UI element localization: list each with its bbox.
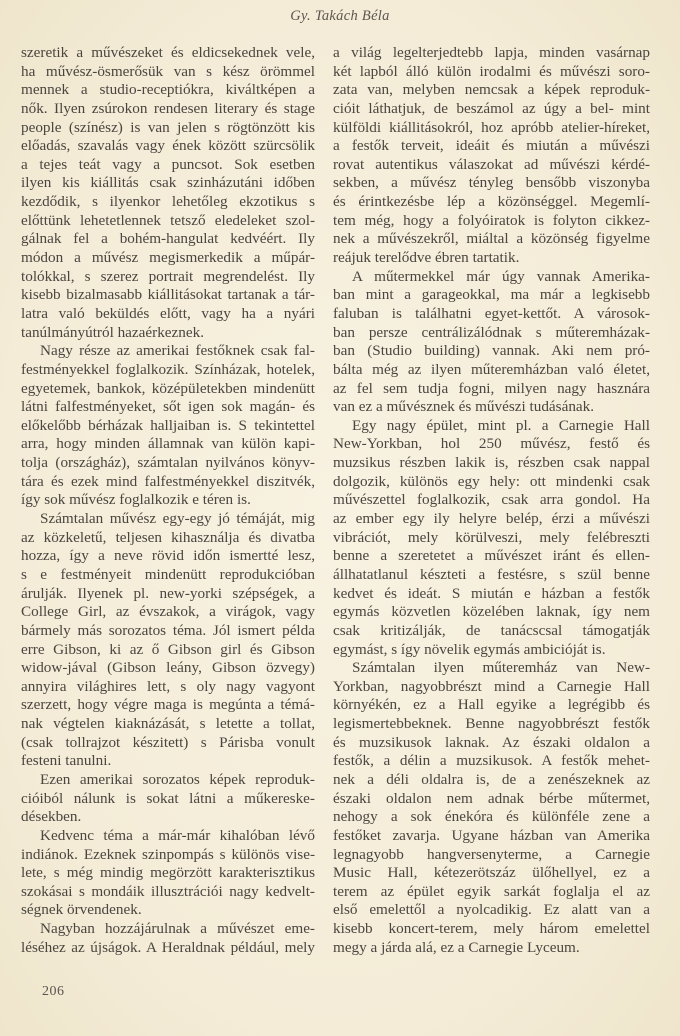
text-line: állhatatlanul készteti a festésre, s szül benne bbox=[333, 565, 650, 583]
text-line: latra való beküldés előtt, vagy ha a nyári bbox=[21, 304, 315, 322]
text-line: látni falfestményeket, sőt igen sok magán- és bbox=[21, 398, 315, 416]
text-line: első emelettől a nyolcadikig. Ez alatt van a bbox=[333, 901, 650, 919]
text-line: előttünk lehetetlennek tetsző eledeleket szol- bbox=[21, 211, 315, 229]
text-line: ilyen kis kiállitás csak szinházutáni időben bbox=[21, 174, 315, 192]
text-line: lete, s még mindig megörzött karakterisztikus bbox=[21, 864, 315, 882]
text-line: Egy nagy épület, mint pl. a Carnegie Hall bbox=[352, 416, 650, 434]
text-line: désekben. bbox=[21, 808, 82, 826]
text-line: legnagyobb hangversenyterme, a Carnegie bbox=[333, 845, 650, 863]
text-line: ban (Studio building) vannak. Aki nem pró- bbox=[333, 342, 650, 360]
text-line: vibrációt, mely körülveszi, mely felébreszti bbox=[333, 528, 650, 546]
running-head: Gy. Takách Béla bbox=[290, 8, 390, 24]
text-line: legismertebbeknek. Benne nagyobbrészt festők bbox=[333, 715, 650, 733]
text-line: reájuk terelődve ébren tartatik. bbox=[333, 249, 520, 267]
text-line: hozza, így a neve rövid időn ismertté lesz, bbox=[21, 547, 315, 565]
text-line: Számtalan ilyen műteremház van New- bbox=[352, 659, 650, 677]
text-line: cióiból nálunk is sokat látni a műkereske- bbox=[21, 789, 315, 807]
text-line: erre Gibson, ki az ő Gibson girl és Gibson bbox=[21, 640, 315, 658]
text-line: benne a szeretetet a művészet iránt és ellen- bbox=[333, 547, 650, 565]
text-line: zata van, melyben nemcsak a képek reproduk- bbox=[333, 81, 650, 99]
text-line: ha művész-ösmerősük van s kész örömmel bbox=[21, 62, 315, 80]
text-line: van ez a művésznek és művészi tudásának. bbox=[333, 398, 595, 416]
text-line: dolgozik, különös egy hely: ott mindenki csak bbox=[333, 472, 650, 490]
text-line: tolókkal, s szerez portrait megrendelést. Ily bbox=[21, 267, 315, 285]
text-line: nak végtelen kiaknázását, s letette a tollat, bbox=[21, 715, 315, 733]
text-line: nek a déli oldalra is, de a zenészeknek az bbox=[333, 770, 650, 788]
text-line: az fel sem tudja fogni, milyen nagy hasznára bbox=[333, 379, 650, 397]
text-line: tára és ezek mind falfestményekkel diszitvék, bbox=[21, 472, 315, 490]
text-line: indiánok. Ezeknek szinpompás s különös vise- bbox=[21, 845, 315, 863]
text-line: nehogy a sok énekóra és különféle zene a bbox=[333, 808, 650, 826]
text-line: szerzett, hogy végre maga is megúnta a témá- bbox=[21, 696, 315, 714]
text-line: bármely más sorozatos téma. Jól ismert példa bbox=[21, 621, 315, 639]
text-line: Ezen amerikai sorozatos képek reproduk- bbox=[40, 770, 315, 788]
text-line: előkelőbb bérházak halljaiban is. S tekintettel bbox=[21, 416, 315, 434]
text-line: a tejes teát vagy a puncsot. Sok esetben bbox=[21, 155, 315, 173]
text-line: festőket zavarja. Ugyane házban van Amerika bbox=[333, 826, 650, 844]
text-line: és érintkezésbe lép a közönséggel. Megemlí- bbox=[333, 193, 650, 211]
text-line: muzsikus részben lakik is, részben csak nappal bbox=[333, 454, 650, 472]
text-line: nők. Ilyen zsúrokon rendesen literary és stage bbox=[21, 99, 315, 117]
left-text-column bbox=[21, 44, 315, 957]
text-line: A műtermekkel már úgy vannak Amerika- bbox=[352, 267, 650, 285]
text-line: Yorkban, nagyobbrészt mind a Carnegie Hall bbox=[333, 677, 650, 695]
text-line: Kedvenc téma a már-már kihalóban lévő bbox=[40, 826, 315, 844]
text-line: College Girl, az évszakok, a virágok, vagy bbox=[21, 603, 315, 621]
text-line: faluban is találhatni egyet-kettőt. A városok- bbox=[333, 304, 650, 322]
text-line: művészettel foglalkozik, csak arra gondol. Ha bbox=[333, 491, 650, 509]
text-line: északi oldalon nem adnak bérbe műtermet, bbox=[333, 789, 650, 807]
text-line: külföldi kiállitásokról, hoz apróbb atelier-híreket, bbox=[333, 118, 650, 136]
text-line: egyetemek, bankok, középületekben mindenütt bbox=[21, 379, 315, 397]
text-line: szeretik a művészeket és eldicsekednek vele, bbox=[21, 44, 315, 61]
text-line: bálta még az ilyen műteremházban való életet, bbox=[333, 360, 650, 378]
text-line: festeni tanulni. bbox=[21, 752, 112, 770]
text-line: Nagyban hozzájárulnak a művészet eme- bbox=[40, 920, 315, 938]
text-line: cióit láthatjuk, de beszámol az úgy a bel- mint bbox=[333, 99, 650, 117]
text-line: (csak tollrajzot készitett) s Párisba vonult bbox=[21, 733, 315, 751]
text-line: árulják. Ilyenek pl. new-yorki szépségek, a bbox=[21, 584, 315, 602]
text-line: arra, hogy minden államnak van külön kapi- bbox=[21, 435, 315, 453]
text-line: nek a művészekről, miáltal a közönség figyelme bbox=[333, 230, 650, 248]
text-line: az közkeletű, teljesen kihasználja és divatba bbox=[21, 528, 315, 546]
text-line: az ember egy ily helyre belép, érzi a művészi bbox=[333, 510, 650, 528]
page-number: 206 bbox=[42, 984, 65, 999]
text-line: környékén, ez a Hall egyike a legrégibb és bbox=[333, 696, 650, 714]
text-line: festményekkel foglalkozik. Színházak, hotelek, bbox=[21, 360, 315, 378]
text-line: szokásai s mondáik illusztrációi nagy kedvelt- bbox=[21, 882, 315, 900]
text-line: két lapból álló külön irodalmi és művészi soro- bbox=[333, 62, 650, 80]
text-line: ségnek örvendenek. bbox=[21, 901, 142, 919]
text-line: tolja (országház), számtalan nyilvános könyv- bbox=[21, 454, 315, 472]
text-line: módon a művész megismerkedik a műpár- bbox=[21, 249, 315, 267]
text-line: a világ legelterjedtebb lapja, minden vasárnap bbox=[333, 44, 650, 61]
text-line: annyira világhires lett, s oly nagy vagyont bbox=[21, 677, 315, 695]
text-line: megy a járda alá, ez a Carnegie Lyceum. bbox=[333, 938, 580, 956]
text-line: mennek a studio-receptiókra, kiváltképen a bbox=[21, 81, 315, 99]
text-line: people (színész) is van jelen s rögtönzött kis bbox=[21, 118, 315, 136]
text-line: egymás közvetlen közelében laknak, így nem bbox=[333, 603, 650, 621]
text-line: csak kritizálják, de tanácscsal támogatják bbox=[333, 621, 650, 639]
text-line: Számtalan művész egy-egy jó témáját, mig bbox=[40, 510, 315, 528]
text-line: előadás, szavalás vagy ének között szürcsölik bbox=[21, 137, 315, 155]
text-line: rovat autentikus válaszokat ad művészi kérdé- bbox=[333, 155, 650, 173]
text-line: widow-jával (Gibson leány, Gibson özvegy) bbox=[21, 659, 315, 677]
text-line: így sok művész foglalkozik e téren is. bbox=[21, 491, 251, 509]
text-line: New-Yorkban, hol 250 művész, festő és bbox=[333, 435, 650, 453]
text-line: sekben, a művész tényleg bensőbb viszonyba bbox=[333, 174, 650, 192]
text-line: kisebb bizalmasabb kiállitásokat tartanak a tár- bbox=[21, 286, 315, 304]
text-line: Nagy része az amerikai festőknek csak fal- bbox=[40, 342, 315, 360]
text-line: kedvet és ideát. S miután e házban a festők bbox=[333, 584, 650, 602]
text-line: kezdődik, s ilyenkor lehetőleg ekzotikus s bbox=[21, 193, 315, 211]
text-line: kisebb koncert-terem, mely három emelettel bbox=[333, 920, 650, 938]
text-line: festők, a délin a muzsikusok. A festők mehet- bbox=[333, 752, 650, 770]
text-line: léséhez az újságok. A Heraldnak például, mely bbox=[21, 938, 315, 956]
text-line: gálnak fel a bohém-hangulat kedvéért. Ily bbox=[21, 230, 315, 248]
text-line: egymást, s így növelik egymás ambicióját is. bbox=[333, 640, 606, 658]
text-line: tem még, hogy a folyóiratok is folyton cikkez- bbox=[333, 211, 650, 229]
text-line: és muzsikusok laknak. Az északi oldalon a bbox=[333, 733, 650, 751]
text-line: ban mint a garageokkal, ma már a legkisebb bbox=[333, 286, 650, 304]
text-line: ban persze centrálizálódnak s műteremházak- bbox=[333, 323, 650, 341]
text-line: s e festményeit mindenütt reprodukcióban bbox=[21, 565, 315, 583]
text-line: Music Hall, kétezerötszáz ülőhellyel, ez a bbox=[333, 864, 650, 882]
text-line: a festők terveit, ideáit és miután a művészi bbox=[333, 137, 650, 155]
right-text-column bbox=[333, 44, 650, 957]
text-line: terem az épület egyik sarkát foglalja el az bbox=[333, 882, 650, 900]
text-line: tanúlmányútról hazaérkeznek. bbox=[21, 323, 205, 341]
